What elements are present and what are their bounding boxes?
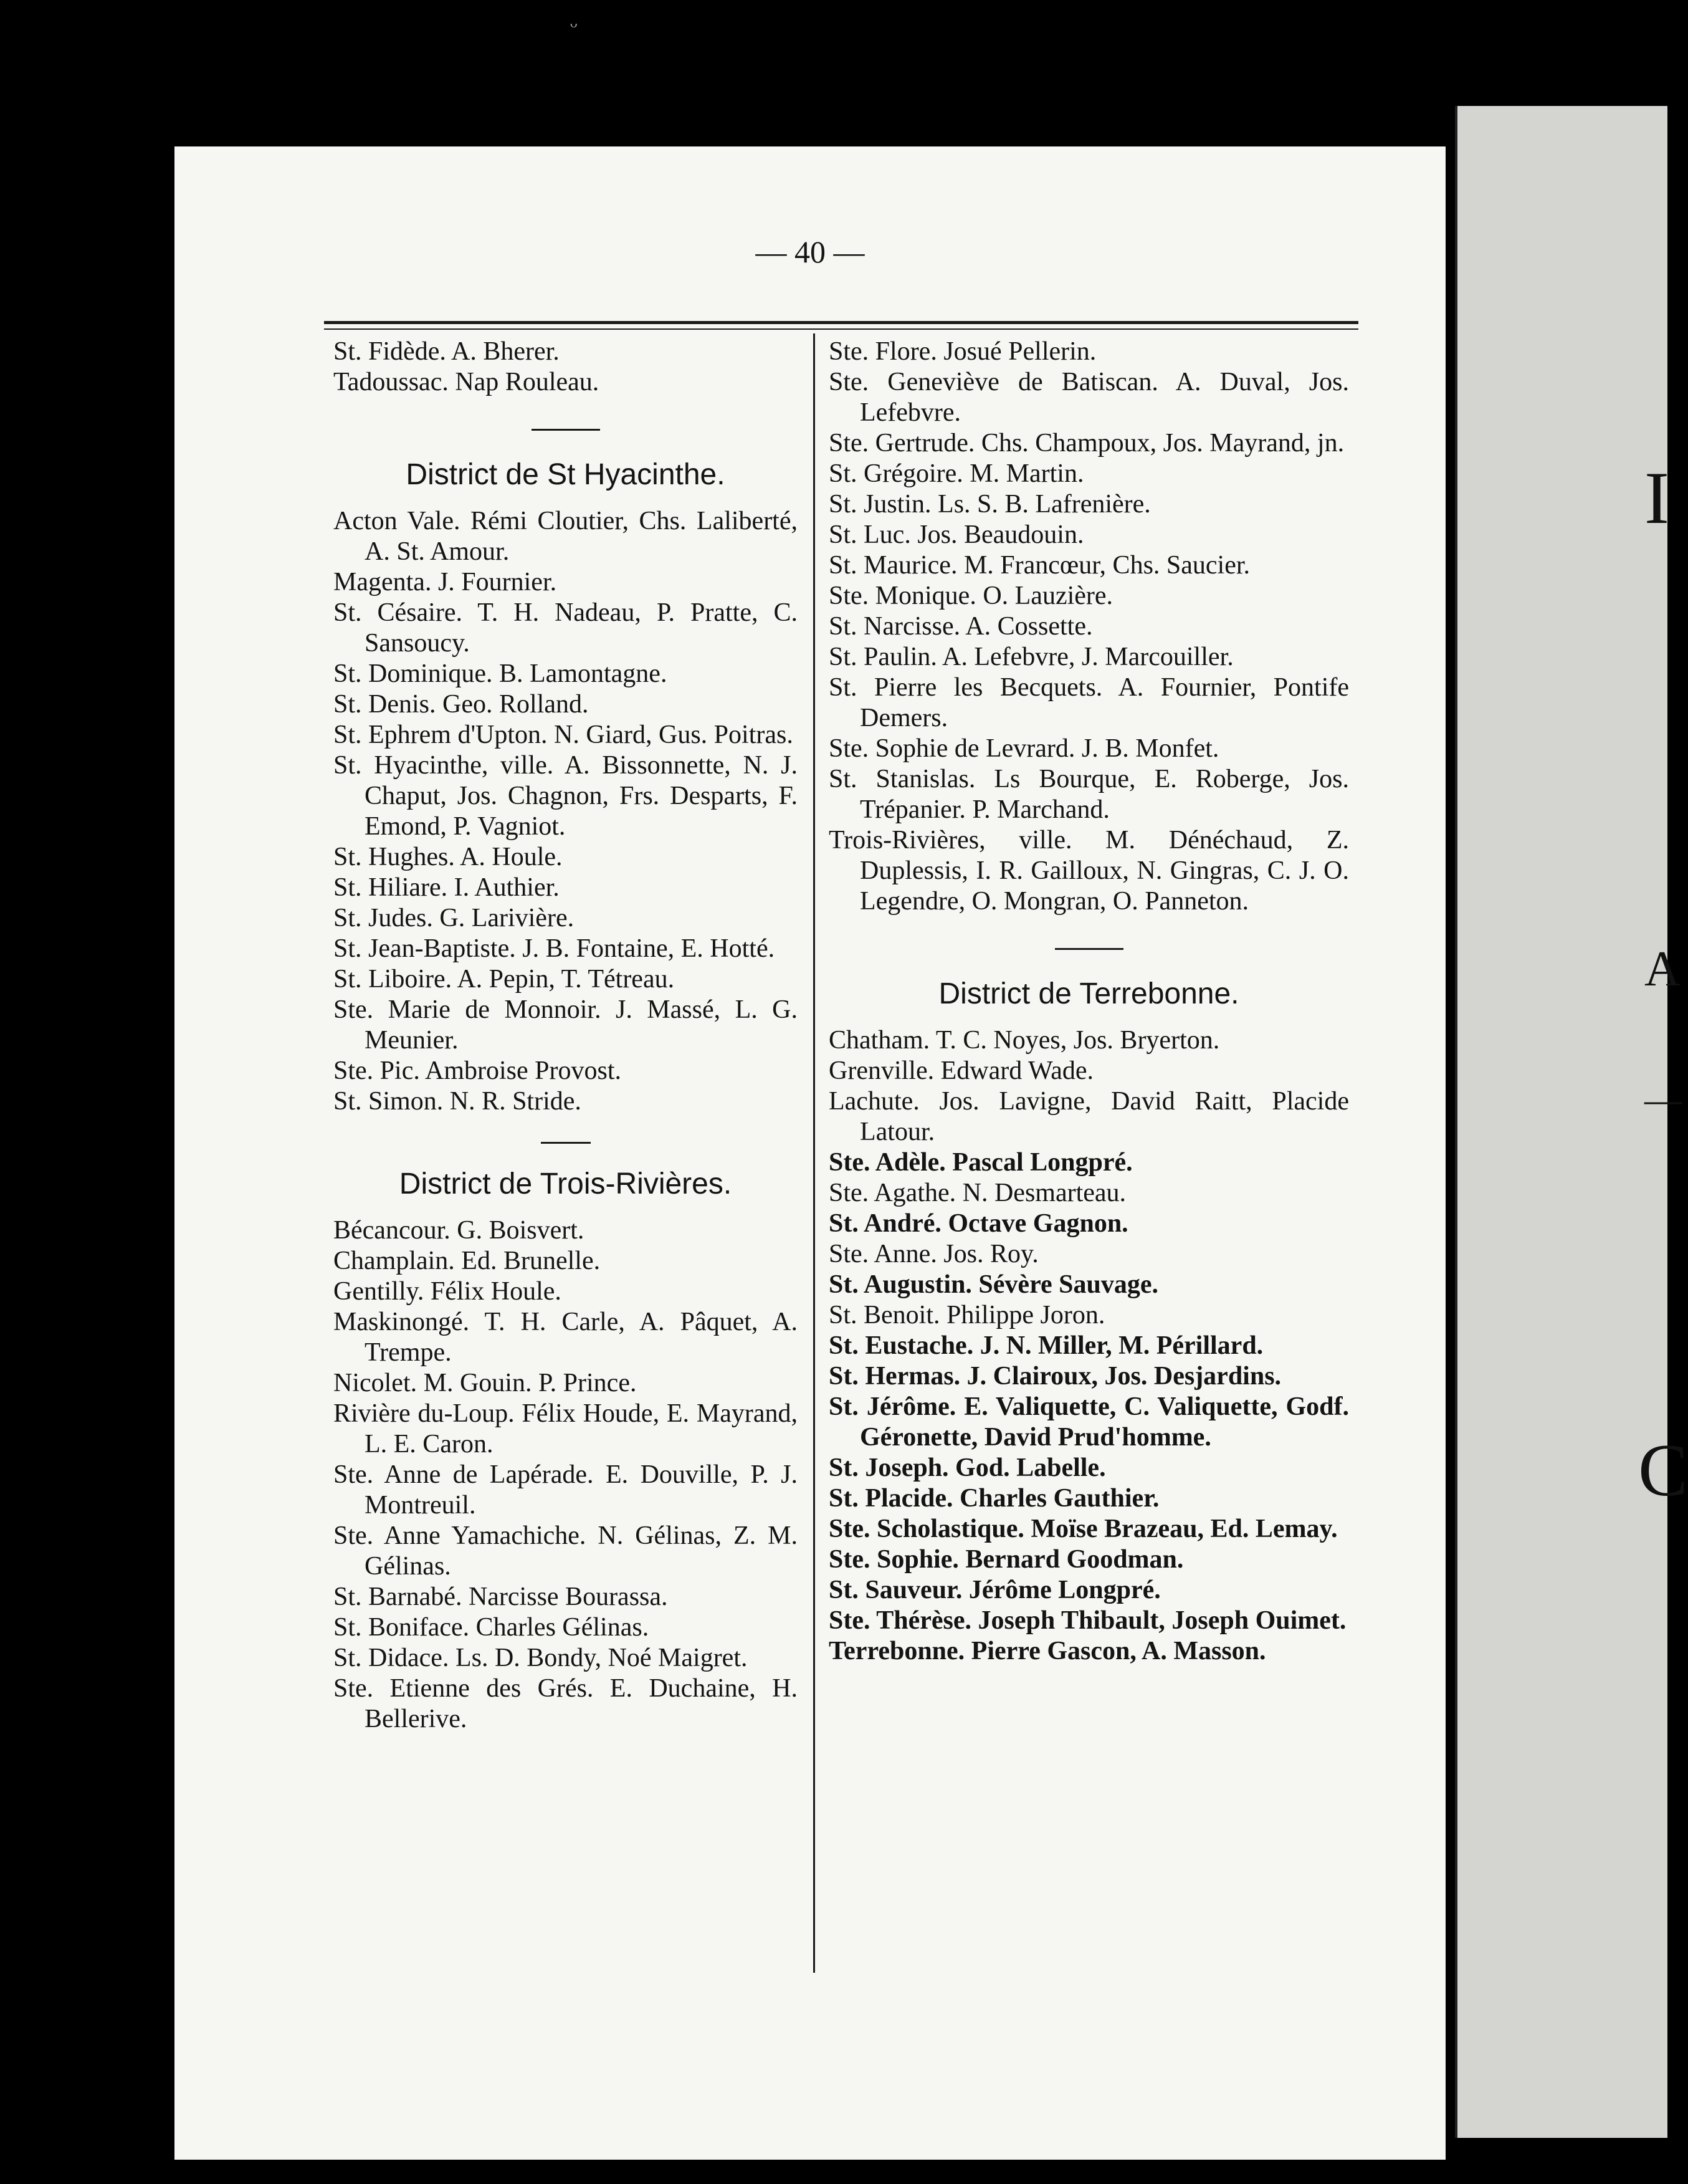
list-entry: St. Benoit. Philippe Joron. [829,1301,1105,1329]
list-entry: Tadoussac. Nap Rouleau. [333,368,599,396]
list-entry: St. Hermas. J. Clairoux, Jos. Desjardins. [829,1362,1282,1391]
list-entry: St. Barnabé. Narcisse Bourassa. [333,1583,668,1611]
list-entry: St. Didace. Ls. D. Bondy, Noé Maigret. [333,1644,748,1672]
list-entry: St. Narcisse. A. Cossette. [829,612,1093,641]
adjacent-page-edge [1455,106,1688,2138]
list-entry: Ste. Geneviève de Batiscan. A. Duval, Jos. Lefebvre. [829,368,1349,427]
district-heading: District de St Hyacinthe. [406,458,725,491]
list-entry: St. Boniface. Charles Gélinas. [333,1613,649,1642]
list-entry: Grenville. Edward Wade. [829,1056,1094,1085]
left-column [333,337,798,1735]
cropped-glyph-fragment: C [1638,1429,1688,1511]
list-entry: St. Luc. Jos. Beaudouin. [829,520,1084,549]
district-heading: District de Trois-Rivières. [399,1167,732,1200]
section-separator [1055,948,1123,950]
list-entry: Gentilly. Félix Houle. [333,1277,561,1306]
list-entry: St. Maurice. M. Francœur, Chs. Saucier. [829,551,1251,580]
list-entry: Ste. Scholastique. Moïse Brazeau, Ed. Lemay. [829,1515,1338,1543]
list-entry: Ste. Etienne des Grés. E. Duchaine, H. Bellerive. [333,1674,798,1733]
list-entry: Nicolet. M. Gouin. P. Prince. [333,1369,637,1397]
list-entry: St. Fidède. A. Bherer. [333,337,560,366]
list-entry: St. Judes. G. Larivière. [333,904,575,932]
list-entry: Ste. Gertrude. Chs. Champoux, Jos. Mayrand, jn. [829,429,1345,457]
list-entry: Bécancour. G. Boisvert. [333,1216,584,1245]
cropped-glyph-fragment: A [1644,942,1681,997]
right-column [829,337,1349,1667]
list-entry: St. Dominique. B. Lamontagne. [333,659,667,688]
list-entry: Ste. Marie de Monnoir. J. Massé, L. G. Meunier. [333,995,798,1055]
header-rule-thin [324,328,1358,330]
list-entry: Magenta. J. Fournier. [333,568,557,596]
cropped-glyph-fragment: — [1644,1079,1682,1120]
list-entry: Lachute. Jos. Lavigne, David Raitt, Placide Latour. [829,1087,1349,1146]
list-entry: St. Augustin. Sévère Sauvage. [829,1270,1158,1299]
page-number: — 40 — [755,234,865,269]
book-page [174,146,1446,2160]
list-entry: Terrebonne. Pierre Gascon, A. Masson. [829,1637,1266,1665]
section-separator [532,429,600,431]
list-entry: Ste. Sophie. Bernard Goodman. [829,1545,1184,1574]
list-entry: Ste. Anne de Lapérade. E. Douville, P. J. Montreuil. [333,1460,798,1520]
list-entry: St. Denis. Geo. Rolland. [333,690,589,719]
cropped-glyph-fragment: I [1644,456,1669,539]
list-entry: St. Simon. N. R. Stride. [333,1087,581,1116]
list-entry: Chatham. T. C. Noyes, Jos. Bryerton. [829,1026,1220,1055]
list-entry: St. Placide. Charles Gauthier. [829,1484,1160,1513]
list-entry: St. André. Octave Gagnon. [829,1209,1128,1238]
list-entry: Ste. Adèle. Pascal Longpré. [829,1148,1133,1177]
list-entry: St. Hughes. A. Houle. [333,843,563,871]
list-entry: St. Liboire. A. Pepin, T. Tétreau. [333,965,675,994]
list-entry: Ste. Anne. Jos. Roy. [829,1240,1039,1268]
list-entry: Ste. Anne Yamachiche. N. Gélinas, Z. M. Gélinas. [333,1521,798,1581]
film-speck-mark: ᵕ [570,12,578,40]
list-entry: Ste. Flore. Josué Pellerin. [829,337,1097,366]
header-rule-thick [324,321,1358,324]
list-entry: Ste. Thérèse. Joseph Thibault, Joseph Ouimet. [829,1606,1347,1635]
list-entry: St. Hiliare. I. Authier. [333,873,560,902]
list-entry: St. Césaire. T. H. Nadeau, P. Pratte, C. Sansoucy. [333,598,798,658]
list-entry: Ste. Agathe. N. Desmarteau. [829,1179,1127,1207]
list-entry: St. Justin. Ls. S. B. Lafrenière. [829,490,1151,519]
list-entry: St. Ephrem d'Upton. N. Giard, Gus. Poitras. [333,721,793,749]
list-entry: Ste. Monique. O. Lauzière. [829,582,1113,610]
list-entry: St. Sauveur. Jérôme Longpré. [829,1576,1161,1604]
list-entry: Rivière du-Loup. Félix Houde, E. Mayrand, L. E. Caron. [333,1399,798,1458]
list-entry: Ste. Sophie de Levrard. J. B. Monfet. [829,734,1219,763]
list-entry: Acton Vale. Rémi Cloutier, Chs. Laliberté, A. St. Amour. [333,507,798,566]
list-entry: St. Joseph. God. Labelle. [829,1454,1106,1482]
list-entry: Ste. Pic. Ambroise Provost. [333,1056,622,1085]
section-separator [541,1142,591,1144]
list-entry: Maskinongé. T. H. Carle, A. Pâquet, A. Trempe. [333,1308,798,1367]
list-entry: St. Grégoire. M. Martin. [829,459,1084,488]
list-entry: St. Eustache. J. N. Miller, M. Périllard. [829,1331,1264,1360]
list-entry: St. Hyacinthe, ville. A. Bissonnette, N. J. Chaput, Jos. Chagnon, Frs. Desparts, F. Emond, P. Vagniot. [333,751,798,841]
list-entry: St. Paulin. A. Lefebvre, J. Marcouiller. [829,643,1234,671]
list-entry: St. Pierre les Becquets. A. Fournier, Pontife Demers. [829,673,1349,732]
column-divider [813,333,815,1973]
list-entry: Trois-Rivières, ville. M. Dénéchaud, Z. Duplessis, I. R. Gailloux, N. Gingras, C. J. O. Legendre, O. Mongran, O. Panneton. [829,826,1349,916]
list-entry: St. Jérôme. E. Valiquette, C. Valiquette, Godf. Géronette, David Prud'homme. [829,1392,1349,1452]
list-entry: St. Jean-Baptiste. J. B. Fontaine, E. Hotté. [333,934,775,963]
list-entry: St. Stanislas. Ls Bourque, E. Roberge, Jos. Trépanier. P. Marchand. [829,765,1349,824]
district-heading: District de Terrebonne. [938,977,1239,1010]
list-entry: Champlain. Ed. Brunelle. [333,1247,601,1275]
